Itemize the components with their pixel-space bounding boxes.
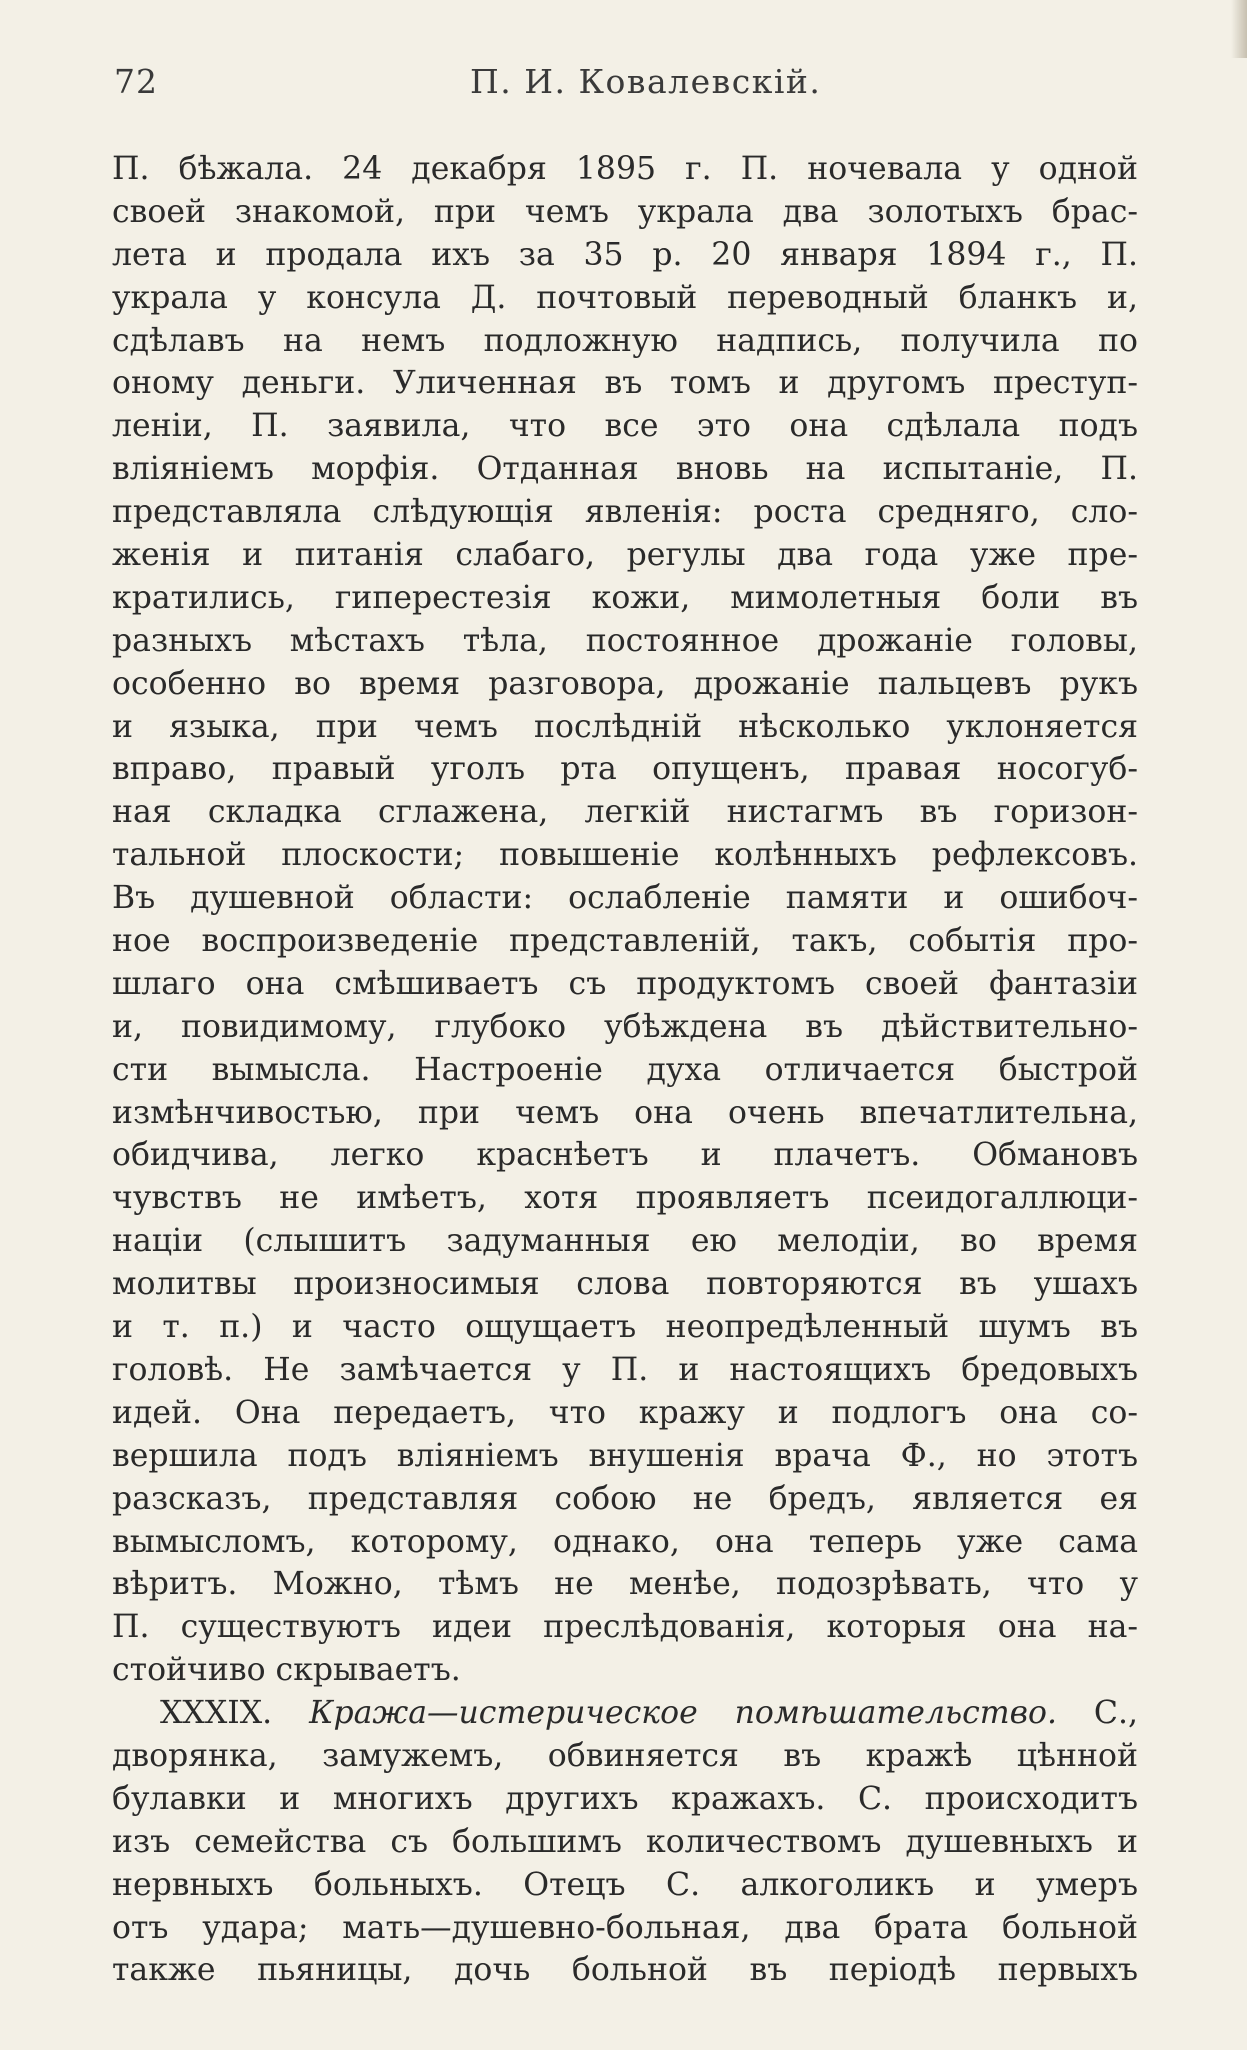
text-line: и т. п.) и часто ощущаетъ неопредѣленный шумъ въ [112, 1309, 1138, 1346]
text-line: и языка, при чемъ послѣдній нѣсколько уклоняется [112, 708, 1138, 745]
section-heading-line [112, 1692, 1138, 1735]
text-line: леніи, П. заявила, что все это она сдѣлала подъ [112, 408, 1138, 445]
text-line: вѣритъ. Можно, тѣмъ не менѣе, подозрѣвать, что у [112, 1566, 1138, 1603]
text-line: разсказъ, представляя собою не бредъ, является ея [112, 1480, 1138, 1517]
text-line: головѣ. Не замѣчается у П. и настоящихъ бредовыхъ [112, 1351, 1138, 1388]
running-title: П. И. Ковалевскій. [470, 62, 822, 101]
text-line: ное воспроизведеніе представленій, такъ, событія про- [112, 923, 1138, 960]
text-line: вліяніемъ морфія. Отданная вновь на испытаніе, П. [112, 451, 1138, 488]
section-number: XXXIX. [160, 1695, 273, 1732]
text-line: обидчива, легко краснѣетъ и плачетъ. Обмановъ [112, 1137, 1138, 1174]
text-line: вершила подъ вліяніемъ внушенія врача Ф., но этотъ [112, 1437, 1138, 1474]
text-line: женія и питанія слабаго, регулы два года уже пре- [112, 537, 1138, 574]
text-line: идей. Она передаетъ, что кражу и подлогъ она со- [112, 1394, 1138, 1431]
body-text [112, 148, 1138, 1992]
text-line: ная складка сглажена, легкій нистагмъ въ горизон- [112, 794, 1138, 831]
text-line: измѣнчивостью, при чемъ она очень впечатлительна, [112, 1094, 1138, 1131]
paragraph-end-line: стойчиво скрываетъ. [112, 1652, 461, 1689]
text-line: сдѣлавъ на немъ подложную надпись, получила по [112, 322, 1138, 359]
text-line: шлаго она смѣшиваетъ съ продуктомъ своей фантазіи [112, 965, 1138, 1002]
section-line-start: С., [1056, 1695, 1138, 1732]
text-line: украла у консула Д. почтовый переводный бланкъ и, [112, 279, 1138, 316]
text-line: тальной плоскости; повышеніе колѣнныхъ рефлексовъ. [112, 837, 1138, 874]
text-line: своей знакомой, при чемъ украла два золотыхъ брас- [112, 193, 1138, 230]
text-line: чувствъ не имѣетъ, хотя проявляетъ псеидогаллюци- [112, 1180, 1138, 1217]
text-line: лета и продала ихъ за 35 р. 20 января 1894 г., П. [112, 236, 1138, 273]
text-line: П. существуютъ идеи преслѣдованія, которыя она на- [112, 1609, 1138, 1646]
text-line: оному деньги. Уличенная въ томъ и другомъ преступ- [112, 365, 1138, 402]
text-line: дворянка, замужемъ, обвиняется въ кражѣ цѣнной [112, 1737, 1138, 1774]
page-header [100, 62, 1140, 112]
text-line: кратились, гиперестезія кожи, мимолетныя боли въ [112, 579, 1138, 616]
text-line: разныхъ мѣстахъ тѣла, постоянное дрожаніе головы, [112, 622, 1138, 659]
text-line: молитвы произносимыя слова повторяются въ ушахъ [112, 1266, 1138, 1303]
text-line: изъ семейства съ большимъ количествомъ душевныхъ и [112, 1823, 1138, 1860]
page-number: 72 [114, 62, 158, 101]
text-line: и, повидимому, глубоко убѣждена въ дѣйствительно- [112, 1008, 1138, 1045]
page-edge-shadow [1231, 0, 1247, 58]
text-line: вправо, правый уголъ рта опущенъ, правая носогуб- [112, 751, 1138, 788]
text-line: Въ душевной области: ослабленіе памяти и ошибоч- [112, 880, 1138, 917]
text-line: П. бѣжала. 24 декабря 1895 г. П. ночевала у одной [112, 151, 1138, 187]
text-line: отъ удара; мать—душевно-больная, два брата больной [112, 1909, 1138, 1946]
text-line: вымысломъ, которому, однако, она теперь уже сама [112, 1523, 1138, 1560]
text-line: нервныхъ больныхъ. Отецъ С. алкоголикъ и умеръ [112, 1866, 1138, 1903]
text-line: также пьяницы, дочь больной въ періодѣ первыхъ [112, 1952, 1138, 1989]
section-title: Кража—истерическое помѣшательство. [309, 1695, 1057, 1732]
text-line: представляла слѣдующія явленія: роста средняго, сло- [112, 494, 1138, 531]
text-line: націи (слышитъ задуманныя ею мелодіи, во время [112, 1223, 1138, 1260]
text-line: сти вымысла. Настроеніе духа отличается быстрой [112, 1051, 1138, 1088]
text-line: особенно во время разговора, дрожаніе пальцевъ рукъ [112, 665, 1138, 702]
text-line: булавки и многихъ другихъ кражахъ. С. происходитъ [112, 1780, 1138, 1817]
